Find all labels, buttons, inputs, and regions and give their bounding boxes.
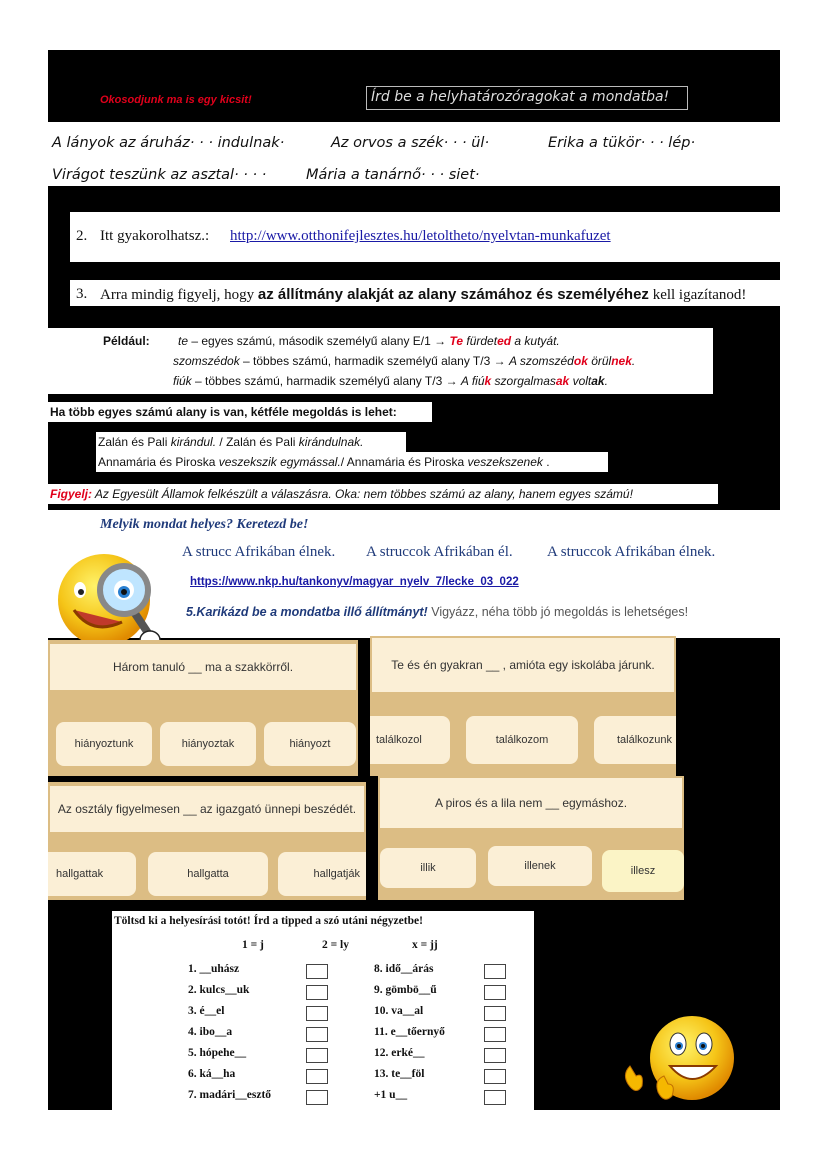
quiz-answer-button[interactable]: hallgatják <box>278 852 366 896</box>
quiz-answer-button[interactable]: hallgattak <box>48 852 136 896</box>
spelling-item: 3. é__el <box>188 1005 225 1017</box>
example-morpheme: ok <box>573 354 588 368</box>
quiz-answer-button[interactable]: hiányoztak <box>160 722 256 766</box>
legend-3: x = jj <box>412 939 438 951</box>
quiz-answer-button[interactable]: hiányozt <box>264 722 356 766</box>
quiz-card-3 <box>48 782 366 900</box>
answer-checkbox[interactable] <box>306 1069 328 1084</box>
attention-label: Figyelj: <box>50 487 93 501</box>
ms2-a: Annamária és Piroska <box>98 455 219 469</box>
example-word: szomszédok <box>173 354 240 368</box>
item2-box <box>70 212 780 262</box>
example-sentence <box>509 354 635 368</box>
item3-text <box>100 286 746 304</box>
example-sentence <box>461 374 608 388</box>
examples-box <box>48 328 713 394</box>
nkp-link[interactable]: https://www.nkp.hu/tankonyv/magyar_nyelv_7/lecke_03_022 <box>190 576 519 588</box>
attention-line <box>48 484 718 504</box>
spelling-item: 10. va__al <box>374 1005 424 1017</box>
item3-pre: Arra mindig figyelj, hogy <box>100 287 258 303</box>
example-morpheme: szorgalmas <box>491 374 556 388</box>
answer-checkbox[interactable] <box>306 964 328 979</box>
item2-text: Itt gyakorolhatsz.: <box>100 228 210 244</box>
quiz-answer-button[interactable]: illenek <box>488 846 592 886</box>
item2-number: 2. <box>76 228 88 244</box>
example-morpheme: ed <box>497 334 512 348</box>
quiz-card-2 <box>370 636 676 776</box>
example-desc: – többes számú, harmadik személyű alany T/3 → <box>239 354 509 368</box>
quiz-answer-button-selected[interactable]: illesz <box>602 850 684 892</box>
ms2-e: . <box>542 455 550 469</box>
ms2-b: veszekszik egymással. <box>218 455 341 469</box>
spelling-item: 9. gömbö__ű <box>374 984 437 996</box>
option-3[interactable]: A struccok Afrikában élnek. <box>547 544 716 560</box>
spelling-item: 11. e__tőernyő <box>374 1026 445 1038</box>
spelling-item: 5. hópehe__ <box>188 1047 247 1059</box>
spelling-item: 13. te__föl <box>374 1068 425 1080</box>
task5-rest: Vigyázz, néha több jó megoldás is lehetséges! <box>427 605 689 619</box>
multi-subject-heading: Ha több egyes számú alany is van, kétféle megoldás is lehet: <box>48 402 432 422</box>
example-desc: – egyes számú, második személyű alany E/1 → <box>188 334 450 348</box>
waving-smiley-icon <box>618 1014 742 1108</box>
example-morpheme: A szomszéd <box>508 354 574 368</box>
option-1[interactable]: A strucc Afrikában élnek. <box>182 544 336 560</box>
spelling-item: 6. ká__ha <box>188 1068 236 1080</box>
example-morpheme: a kutyát. <box>511 334 560 348</box>
legend-1: 1 = j <box>242 939 264 951</box>
answer-checkbox[interactable] <box>306 985 328 1000</box>
answer-checkbox[interactable] <box>306 1027 328 1042</box>
example-row <box>173 374 608 388</box>
answer-checkbox[interactable] <box>484 1090 506 1105</box>
header-title: Okosodjunk ma is egy kicsit! <box>100 94 252 106</box>
quiz-answer-button[interactable]: hallgatta <box>148 852 268 896</box>
item3-bold: az állítmány alakját az alany számához és személyéhez <box>257 286 649 303</box>
ms1-b: kirándul. <box>170 435 217 449</box>
example-morpheme: . <box>604 374 608 388</box>
example-morpheme: örül <box>587 354 612 368</box>
ms2-c: / Annamária és Piroska <box>340 455 468 469</box>
example-sentence <box>449 334 559 348</box>
spelling-item: +1 u__ <box>374 1089 408 1101</box>
answer-checkbox[interactable] <box>484 1027 506 1042</box>
which-correct-title: Melyik mondat helyes? Keretezd be! <box>100 517 309 532</box>
examples-label: Például: <box>103 334 150 348</box>
answer-checkbox[interactable] <box>306 1090 328 1105</box>
quiz-question: Az osztály figyelmesen __ az igazgató ünnepi beszédét. <box>50 786 364 832</box>
item2-link[interactable]: http://www.otthonifejlesztes.hu/letoltheto/nyelvtan-munkafuzet <box>230 228 611 244</box>
sentence-3: Erika a tükör· · · lép· <box>548 135 696 151</box>
example-row <box>178 334 560 348</box>
quiz-answer-button[interactable]: hiányoztunk <box>56 722 152 766</box>
task5-line <box>186 605 688 619</box>
ms1-d: kirándulnak. <box>298 435 364 449</box>
answer-checkbox[interactable] <box>484 1069 506 1084</box>
example-morpheme: . <box>631 354 636 368</box>
sentence-1: A lányok az áruház· · · indulnak· <box>52 135 285 151</box>
example-morpheme: Te <box>449 334 464 348</box>
multi-subject-line1 <box>96 432 406 452</box>
example-row <box>173 354 635 368</box>
legend-2: 2 = ly <box>322 939 349 951</box>
spelling-toto-card <box>112 911 534 1110</box>
attention-text: Az Egyesült Államok felkészült a válaszásra. Oka: nem többes számú az alany, hanem egyes számú! <box>92 487 633 501</box>
example-morpheme: k <box>484 374 492 388</box>
multi-subject-line2 <box>96 452 608 472</box>
example-morpheme: volt <box>569 374 592 388</box>
spelling-item: 4. ibo__a <box>188 1026 233 1038</box>
header-task-text: Írd be a helyhatározóragokat a mondatba! <box>371 89 670 105</box>
sentence-2: Az orvos a szék· · · ül· <box>331 135 490 151</box>
answer-checkbox[interactable] <box>484 1048 506 1063</box>
ms1-a: Zalán és Pali <box>98 435 171 449</box>
answer-checkbox[interactable] <box>484 964 506 979</box>
quiz-card-4 <box>378 776 684 900</box>
spelling-item: 2. kulcs__uk <box>188 984 250 996</box>
option-2[interactable]: A struccok Afrikában él. <box>366 544 513 560</box>
task5-bold: 5.Karikázd be a mondatba illő állítmányt! <box>186 605 428 619</box>
spelling-item: 12. erké__ <box>374 1047 425 1059</box>
sentence-5: Mária a tanárnő· · · siet· <box>306 167 480 183</box>
spelling-item: 7. madári__esztő <box>188 1089 272 1101</box>
item3-box <box>70 280 780 306</box>
sentence-4: Virágot teszünk az asztal· · · · <box>52 167 267 183</box>
item3-number: 3. <box>76 286 88 302</box>
quiz-question: Te és én gyakran __ , amióta egy iskolába járunk. <box>372 638 674 692</box>
answer-checkbox[interactable] <box>306 1048 328 1063</box>
answer-checkbox[interactable] <box>306 1006 328 1021</box>
header-task <box>366 86 688 110</box>
spelling-title: Töltsd ki a helyesírási totót! Írd a tipped a szó utáni négyzetbe! <box>114 915 423 927</box>
example-morpheme: ak <box>555 374 570 388</box>
fill-sentences-box <box>48 122 780 186</box>
quiz-answer-button[interactable]: illik <box>380 848 476 888</box>
example-word: te <box>178 334 189 348</box>
answer-checkbox[interactable] <box>484 985 506 1000</box>
answer-checkbox[interactable] <box>484 1006 506 1021</box>
quiz-card-1 <box>48 640 358 776</box>
example-word: fiúk <box>173 374 192 388</box>
example-desc: – többes számú, harmadik személyű alany T/3 → <box>191 374 461 388</box>
example-morpheme: A fiú <box>460 374 485 388</box>
ms2-d: veszekszenek <box>467 455 543 469</box>
spelling-item: 1. __uhász <box>188 963 240 975</box>
quiz-answer-button[interactable]: találkozom <box>466 716 578 764</box>
quiz-question: A piros és a lila nem __ egymáshoz. <box>380 778 682 828</box>
item3-post: kell igazítanod! <box>648 287 747 303</box>
example-morpheme: ak <box>591 374 605 388</box>
example-morpheme: fürdet <box>463 334 498 348</box>
quiz-answer-button[interactable]: találkozol <box>370 716 450 764</box>
quiz-question: Három tanuló __ ma a szakkörről. <box>50 644 356 690</box>
example-morpheme: nek <box>611 354 632 368</box>
spelling-item: 8. idő__árás <box>374 963 434 975</box>
ms1-c: / Zalán és Pali <box>216 435 299 449</box>
quiz-answer-button[interactable]: találkozunk <box>594 716 676 764</box>
